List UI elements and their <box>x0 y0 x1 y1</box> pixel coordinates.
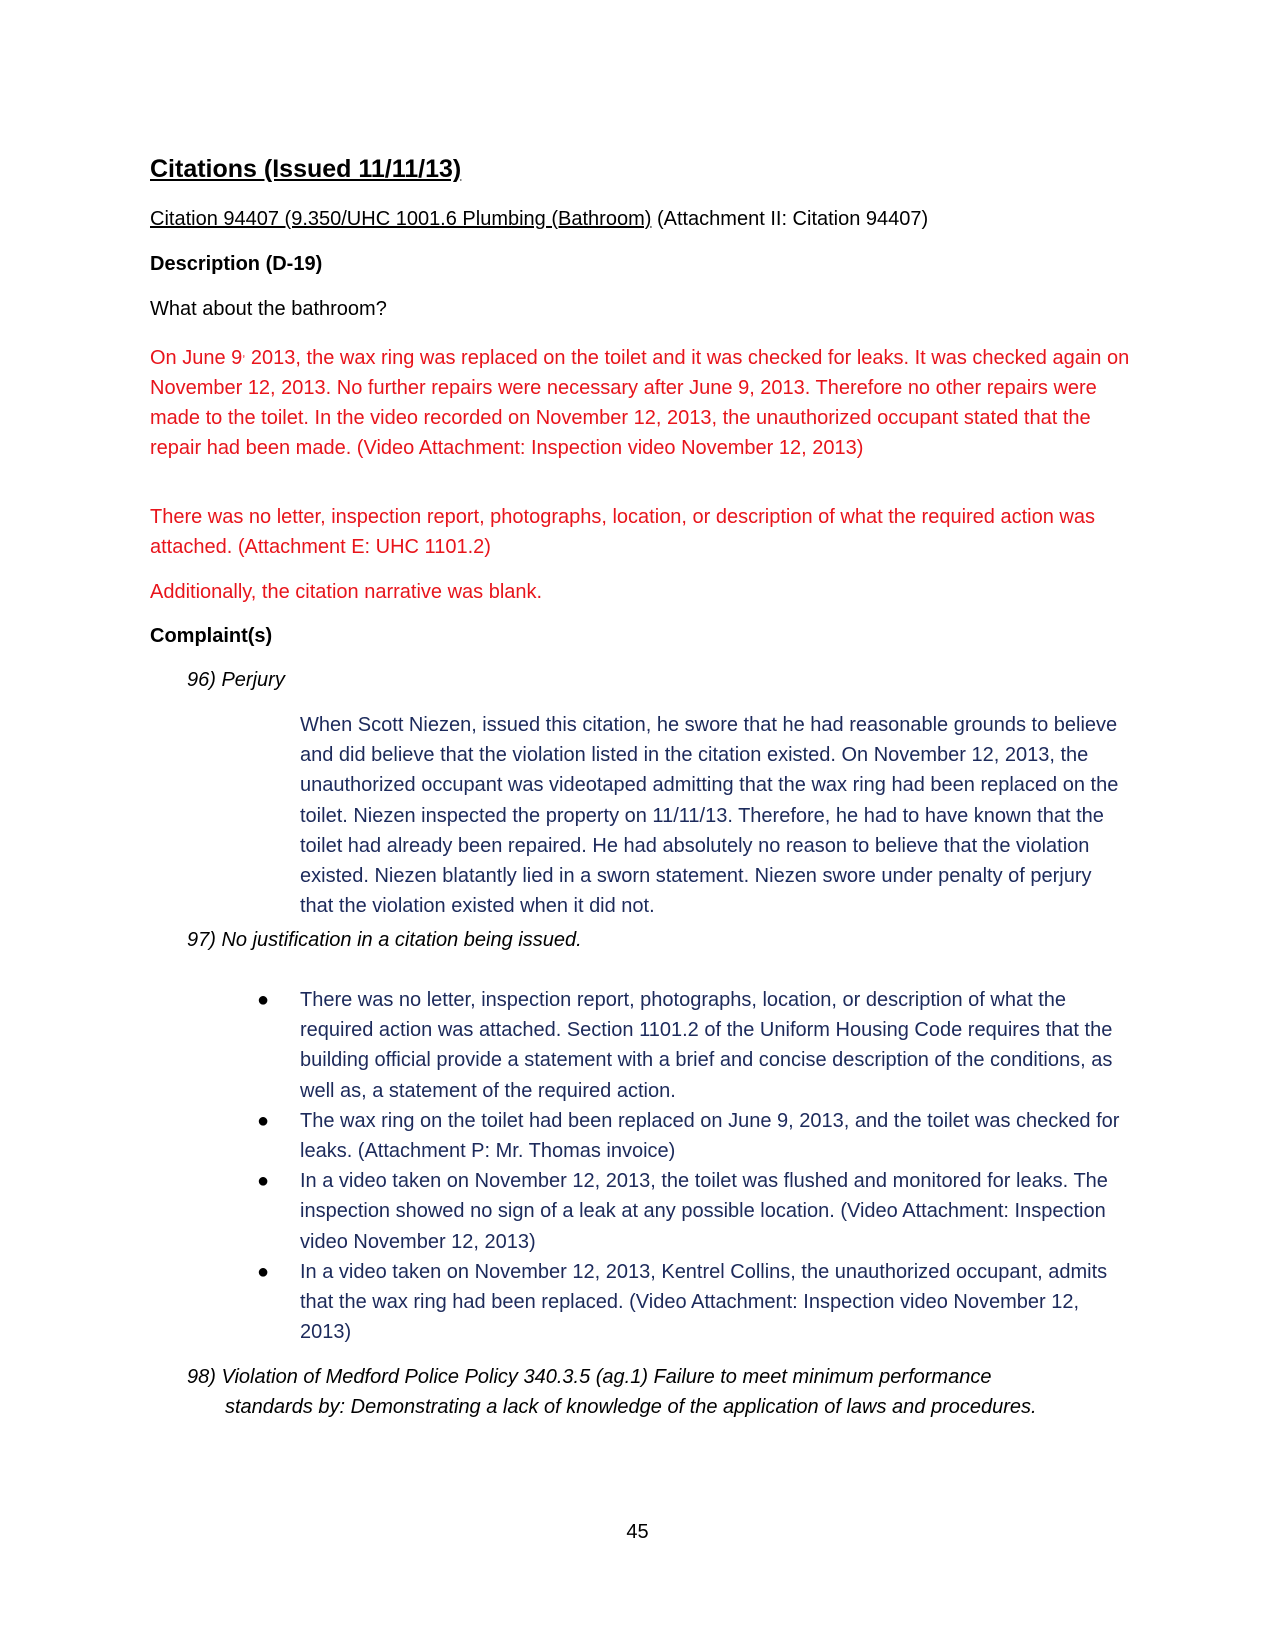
description-heading: Description (D-19) <box>150 253 323 275</box>
complaint-98-line-1: 98) Violation of Medford Police Policy 340.3.5 (ag.1) Failure to meet minimum performance <box>187 1366 992 1388</box>
response-paragraph-1-rest: 2013, the wax ring was replaced on the toilet and it was checked for leaks. It was checked again on November 12, 2013. No further repairs were necessary after June 9, 2013. Therefore no other repairs were made to the toilet. In the video recorded on November 12, 2013, the unauthorized occupant stated that the repair had been made. (Video Attachment: Inspection video November 12, 2013) <box>150 347 1130 459</box>
citation-line <box>150 205 1130 233</box>
bullet-icon: ● <box>257 989 270 1011</box>
citation-title: Citation 94407 (9.350/UHC 1001.6 Plumbing (Bathroom) <box>150 208 652 230</box>
citation-attachment: (Attachment II: Citation 94407) <box>651 208 929 230</box>
list-item <box>255 1106 1135 1166</box>
bullet-text: There was no letter, inspection report, photographs, location, or description of what the required action was attached. Section 1101.2 of the Uniform Housing Code requires that the building official provide a statement with a brief and concise description of the conditions, as well as, a statement of the required action. <box>300 989 1113 1102</box>
bullet-text: In a video taken on November 12, 2013, Kentrel Collins, the unauthorized occupant, admits that the wax ring had been replaced. (Video Attachment: Inspection video November 12, 2013) <box>300 1260 1108 1344</box>
response-paragraph-2: There was no letter, inspection report, photographs, location, or description of what the required action was attached. (Attachment E: UHC 1101.2) <box>150 506 1095 558</box>
bullet-icon: ● <box>257 1109 270 1132</box>
list-item <box>255 1257 1135 1348</box>
complaint-98-label <box>187 1362 1067 1422</box>
complaint-97-label: 97) No justification in a citation being issued. <box>187 929 582 951</box>
response-paragraph-1-sup: , <box>242 347 246 360</box>
bullet-icon: ● <box>257 1260 270 1283</box>
bullet-text: In a video taken on November 12, 2013, the toilet was flushed and monitored for leaks. The inspection showed no sign of a leak at any possible location. (Video Attachment: Inspection video November 12, 2013) <box>300 1170 1108 1253</box>
complaints-heading: Complaint(s) <box>150 625 273 647</box>
list-item <box>255 1166 1135 1257</box>
response-paragraph-1 <box>150 343 1130 463</box>
complaint-96-text: When Scott Niezen, issued this citation, he swore that he had reasonable grounds to believe and did believe that the violation listed in the citation existed. On November 12, 2013, the unauthorized occupant was videotaped admitting that the wax ring had been replaced on the toilet. Niezen inspected the property on 11/11/13. Therefore, he had to have known that the toilet had already been repaired. He had absolutely no reason to believe that the violation existed. Niezen blatantly lied in a sworn statement. Niezen swore under penalty of perjury that the violation existed when it did not. <box>300 714 1119 918</box>
complaint-96-label: 96) Perjury <box>187 669 285 691</box>
question-text: What about the bathroom? <box>150 298 387 320</box>
page-number: 45 <box>626 1521 649 1543</box>
complaint-97-bullet-list <box>255 985 1135 1347</box>
bullet-text: The wax ring on the toilet had been replaced on June 9, 2013, and the toilet was checked for leaks. (Attachment P: Mr. Thomas invoice) <box>300 1109 1120 1163</box>
complaint-98-line-2: standards by: Demonstrating a lack of knowledge of the application of laws and procedures. <box>225 1396 1037 1418</box>
response-paragraph-1-start: On June 9 <box>150 347 243 369</box>
response-paragraph-3: Additionally, the citation narrative was blank. <box>150 581 543 603</box>
list-item <box>255 985 1135 1106</box>
bullet-icon: ● <box>257 1170 270 1193</box>
section-heading: Citations (Issued 11/11/13) <box>150 155 462 183</box>
